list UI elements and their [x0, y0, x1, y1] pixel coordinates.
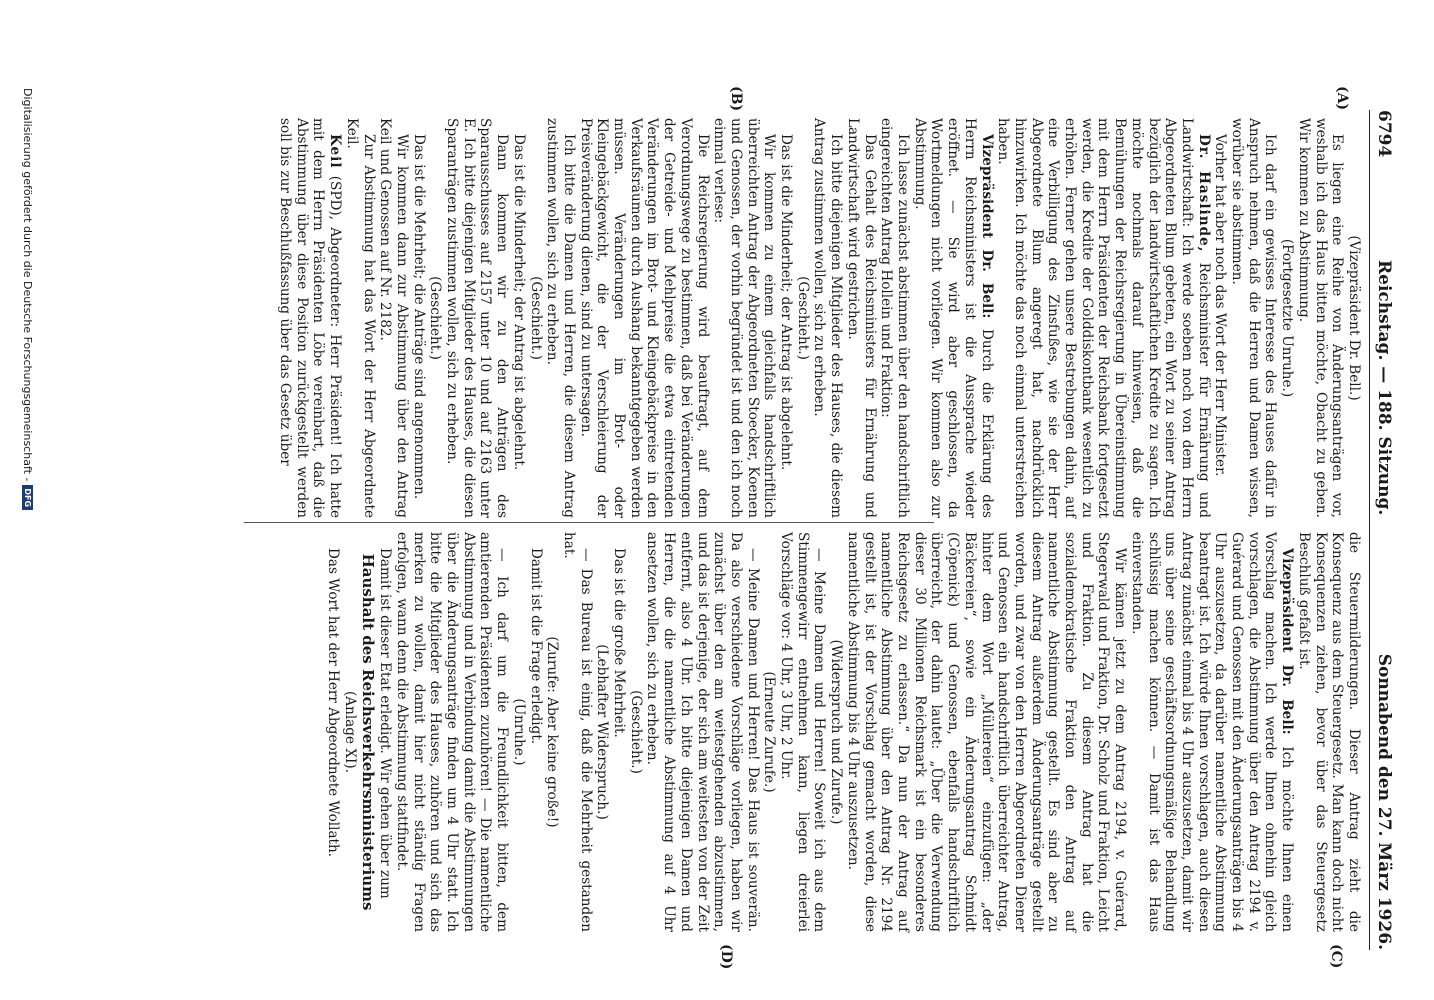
margin-marker-d: (D)	[718, 944, 734, 970]
paragraph: Es liegen eine Reihe von Änderungsanträgen vor, weshalb ich das Haus bitten möchte, Obacht zu geben. Wir kommen zu Abstimmung.	[1295, 118, 1346, 518]
speaker-name: Vizepräsident Dr. Bell:	[1279, 548, 1296, 735]
paragraph: Das ist die große Mehrheit.	[611, 548, 628, 738]
speaker-context: (Vizepräsident Dr. Bell.)	[1346, 235, 1362, 401]
interjection: (Geschieht.)	[527, 276, 544, 360]
paragraph: Damit ist dieser Etat erledigt. Wir gehen über zum	[377, 548, 394, 899]
interjection: (Erneute Zurufe.)	[761, 671, 778, 793]
speaker-name: Keil	[327, 134, 344, 169]
paragraph: Wir kämen jetzt zu dem Antrag 2194, v. Guérard, Stegerwald und Fraktion, Dr. Scholz und Fraktion, Leicht und Fraktion. Zu diesem Antrag hat die sozialdemokratische Fraktion den Antrag auf namentliche Abstimmung gestellt. Es sind aber zu diesem Antrag außerdem Änderungsanträge gestellt worden, und zwar von den Herren Abgeordneten Diener und Genossen ein handschriftlich überreichter Antrag, hinter dem Wort „Müllereien“ einzufügen: „der Bäckereien“, sowie ein Änderungsantrag Schmidt (Cöpenick) und Genossen, ebenfalls handschriftlich überreicht, der dahin lautet: „Über die Verwendung dieser 30 Millionen Reichsmark ist ein besonderes Reichsgesetz zu erlassen.“ Da nun der Antrag auf namentliche Abstimmung über den Antrag Nr. 2194 gestellt ist, ist der Vorschlag gemacht worden, diese namentliche Abstimmung bis 4 Uhr auszusetzen.	[844, 532, 1129, 932]
paragraph: — Meine Damen und Herren! Das Haus ist souverän. Da also verschiedene Vorschläge vorliegen, haben wir zunächst über den am weitestgehenden abzustimmen, und das ist derjenige, der sich am weitesten von der Zeit entfernt, also 4 Uhr. Ich bitte diejenigen Damen und Herren, die die namentliche Abstimmung auf 4 Uhr ansetzen wollen, sich zu erheben.	[644, 532, 761, 932]
paragraph: Das ist die Minderheit; der Antrag ist abgelehnt.	[510, 134, 527, 471]
paragraph: die Steuermilderungen. Dieser Antrag zieht die Konsequenz aus dem Steuergesetz. Man kann doch nicht Konsequenzen ziehen, bevor über das Steuergesetz Beschluß gefaßt ist.	[1295, 532, 1362, 932]
speaker-name: Dr. Haslinde,	[1195, 134, 1212, 253]
section-heading: Haushalt des Reichsverkehrsministeriums	[358, 553, 377, 911]
motion-text: Das Gehalt des Reichsministers für Ernährung und Landwirtschaft wird gestrichen.	[844, 118, 878, 518]
paragraph: Dann kommen wir zu den Anträgen des Sparausschusses auf 2157 unter 10 und auf 2163 unter E. Ich bitte diejenigen Mitglieder des Hauses, die diesen Sparanträgen zustimmen wollen, sich zu erheben.	[444, 118, 511, 518]
interjection: (Geschieht.)	[794, 276, 811, 360]
column-divider	[244, 522, 934, 523]
motion-text: Die Reichsregierung wird beauftragt, auf dem Verordnungswege zu bestimmen, daß bei Veränderungen der Getreide- und Mehlpreise die etwa eintretenden Veränderungen im Brot- und Kleingebäckpreise in den Verkaufsräumen durch Aushang bekanntgegeben werden müssen. Veränderungen im Brot- oder Kleingebäckgewicht, die der Verschleierung der Preisveränderung dienen, sind zu untersagen.	[577, 118, 711, 518]
speech-paragraph	[911, 118, 995, 518]
session-date: Sonnabend den 27. März 1926.	[1374, 653, 1394, 950]
margin-marker-b: (B)	[728, 86, 744, 112]
margin-marker-c: (C)	[1328, 944, 1344, 969]
speaker-name: Vizepräsident Dr. Bell:	[978, 134, 995, 319]
speech-paragraph	[995, 118, 1212, 518]
paragraph: Wir kommen dann zur Abstimmung über den Antrag Keil und Genossen auf Nr. 2182.	[377, 118, 410, 518]
interjection: (Geschieht.)	[427, 276, 444, 360]
speech-paragraph	[1128, 532, 1295, 932]
paragraph: Ich lasse zunächst abstimmen über den handschriftlich eingereichten Antrag Hollein und Fraktion:	[878, 118, 912, 518]
session-title: Reichstag. — 188. Sitzung.	[1374, 260, 1394, 516]
dfg-logo: DFG	[22, 485, 33, 510]
paragraph: — Ich darf um die Freundlichkeit bitten, dem amtierenden Präsidenten zuzuhören! — Die namentliche Abstimmung und in Verbindung damit die Abstimmungen über die Änderungsanträge finden um 4 Uhr statt. Ich bitte die Mitglieder des Hauses, zuhören und sich das merken zu wollen, damit hier nicht ständig Fragen erfolgen, wann denn die Abstimmung stattfindet.	[393, 532, 511, 932]
speech-text: Ich möchte Ihnen einen Vorschlag machen. Ich werde Ihnen ohnehin gleich vorschlagen, die Abstimmung über den Antrag 2194 v. Guérard und Genossen mit den Änderungsanträgen bis 4 Uhr auszusetzen, da darüber namentliche Abstimmung beantragt ist. Ich würde Ihnen vorschlagen, auch diesen Antrag zunächst einmal bis 4 Uhr auszusetzen, damit wir uns über seine geschäftsordnungsmäßige Behandlung schlüssig machen können. — Damit ist das Haus einverstanden.	[1128, 532, 1296, 932]
speech-text: (SPD), Abgeordneter: Herr Präsident! Ich hatte mit dem Herrn Präsidenten Löbe vereinbart, daß die Abstimmung über diese Position zurückgestellt werden soll bis zur Beschlußfassung über das Gesetz über	[277, 118, 344, 518]
page-header	[1369, 110, 1400, 950]
paragraph: — Meine Damen und Herren! Soweit ich aus dem Stimmengewirr entnehmen kann, liegen dreierlei Vorschläge vor: 4 Uhr, 3 Uhr, 2 Uhr.	[778, 532, 828, 932]
interjection: (Unruhe.)	[510, 698, 527, 766]
paragraph: Wir kommen zu einem gleichfalls handschriftlich überreichten Antrag der Abgeordneten Stoecker, Koenen und Genossen, der vorhin begründet ist und den ich noch einmal verlese:	[711, 118, 778, 518]
paragraph: Vorher hat aber noch das Wort der Herr Minister.	[1212, 134, 1229, 477]
right-column	[324, 532, 1362, 932]
paragraph: Ich bitte die Damen und Herren, die diesem Antrag zustimmen wollen, sich zu erheben.	[544, 118, 577, 518]
interjection: (Fortgesetzte Unruhe.)	[1279, 238, 1296, 398]
interjection: (Zurufe: Aber keine große!)	[544, 636, 561, 828]
interjection: (Geschieht.)	[627, 690, 644, 774]
left-column	[276, 118, 1362, 518]
paragraph: Ich darf ein gewisses Interesse des Hauses dafür in Anspruch nehmen, daß die Herren und Damen wissen, worüber sie abstimmen.	[1229, 118, 1279, 518]
paragraph: — Das Bureau ist einig, daß die Mehrheit gestanden hat.	[560, 532, 594, 932]
paragraph: Das ist die Mehrheit; die Anträge sind angenommen.	[410, 134, 427, 500]
speech-text: Reichsminister für Ernährung und Landwirtschaft: Ich werde soeben noch von dem Herrn Abgeordneten Blum gebeten, ein Wort zu seiner Antrag bezüglich der landwirtschaftlichen Kredite zu sagen. Ich möchte nochmals darauf hinweisen, daß die Bemühungen der Reichsregierung in Übereinstimmung mit dem Herrn Präsidenten der Reichsbank fortgesetzt werden, die Kredite der Golddiskontbank wesentlich zu erhöhen. Ferner gehen unsere Bestrebungen dahin, auf eine Verbilligung des Zinsfußes, wie sie der Herr Abgeordnete Blum angeregt hat, nachdrücklich hinzuwirken. Ich möchte das noch einmal unterstreichen haben.	[995, 118, 1212, 518]
margin-marker-a: (A)	[1334, 86, 1350, 111]
paragraph: Das ist die Minderheit; der Antrag ist abgelehnt.	[778, 134, 795, 471]
digitization-footer	[21, 88, 34, 912]
section-annex: (Anlage XI).	[341, 690, 358, 774]
paragraph: Ich bitte diejenigen Mitglieder des Hauses, die diesem Antrag zustimmen wollen, sich zu erheben.	[811, 118, 845, 518]
paragraph: Damit ist die Frage erledigt.	[527, 548, 544, 745]
paragraph: Das Wort hat der Herr Abgeordnete Wollath.	[324, 548, 341, 858]
interjection: (Widerspruch und Zurufe.)	[828, 639, 845, 825]
speech-paragraph	[276, 118, 343, 518]
page-number: 6794	[1374, 110, 1394, 158]
footer-text: Digitalisierung gefördert durch die Deutsche Forschungsgemeinschaft -	[21, 88, 34, 482]
speech-text: Durch die Erklärung des Herrn Reichsministers ist die Aussprache wieder eröffnet. — Sie wird aber geschlossen, da Wortmeldungen nicht vorliegen. Wir kommen also zur Abstimmung.	[911, 118, 995, 518]
paragraph: Zur Abstimmung hat das Wort der Herr Abgeordnete Keil.	[343, 118, 377, 518]
interjection: (Lebhafter Widerspruch.)	[594, 644, 611, 820]
